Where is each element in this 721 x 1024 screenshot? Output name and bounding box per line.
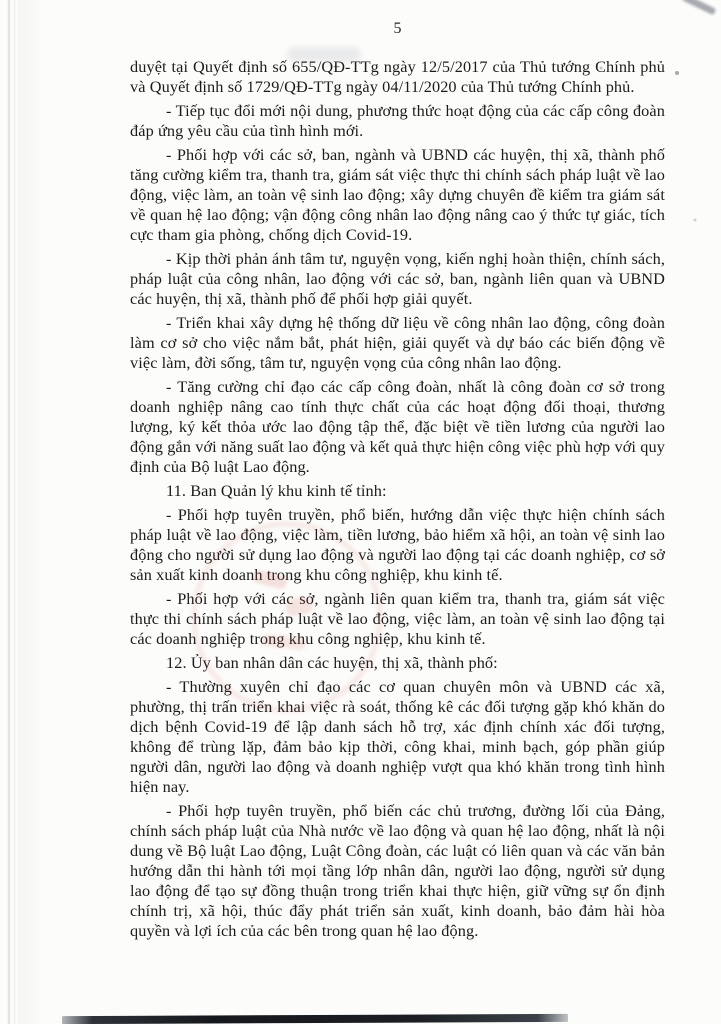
list-item-paragraph: - Phối hợp với các sở, ban, ngành và UBND các huyện, thị xã, thành phố tăng cường kiểm tra, thanh tra, giám sát việc thực thi chính sách pháp luật về lao động, việc làm, an toàn vệ sinh lao động; xây dựng chuyên đề kiểm tra giám sát về quan hệ lao động; vận động công nhân lao động nâng cao ý thức tự giác, tích cực tham gia phòng, chống dịch Covid-19.: [130, 145, 665, 244]
page-number: 5: [393, 20, 402, 37]
left-edge-scan-streak: [8, 0, 10, 1024]
list-item-paragraph: - Triển khai xây dựng hệ thống dữ liệu về công nhân lao động, công đoàn làm cơ sở cho việc nắm bắt, phát hiện, giải quyết và dự báo các biến động về việc làm, đời sống, tâm tư, nguyện vọng của công nhân lao động.: [130, 313, 665, 372]
list-item-paragraph: - Phối hợp với các sở, ngành liên quan kiểm tra, thanh tra, giám sát việc thực thi chính sách pháp luật về lao động, việc làm, an toàn vệ sinh lao động tại các doanh nghiệp trong khu công nghiệp, khu kinh tế.: [130, 589, 665, 648]
document-body: [130, 57, 665, 945]
left-edge-scan-streak: [14, 0, 15, 1024]
list-item-paragraph: - Tiếp tục đổi mới nội dung, phương thức hoạt động của các cấp công đoàn đáp ứng yêu cầu của tình hình mới.: [130, 101, 665, 140]
list-item-paragraph: - Tăng cường chỉ đạo các cấp công đoàn, nhất là công đoàn cơ sở trong doanh nghiệp nâng cao tính thực chất của các hoạt động đối thoại, thương lượng, ký kết thỏa ước lao động tập thể, đặc biệt về tiền lương của người lao động gắn với năng suất lao động và kết quả thực hiện công việc phù hợp với quy định của Bộ luật Lao động.: [130, 377, 665, 476]
list-item-paragraph: - Phối hợp tuyên truyền, phổ biến, hướng dẫn việc thực hiện chính sách pháp luật về lao động, việc làm, tiền lương, bảo hiểm xã hội, an toàn vệ sinh lao động cho người sử dụng lao động và người lao động tại các doanh nghiệp, cơ sở sản xuất kinh doanh trong khu công nghiệp, khu kinh tế.: [130, 505, 665, 584]
bottom-scan-bar-artifact: [62, 1014, 568, 1024]
section-heading-11: 11. Ban Quản lý khu kinh tế tỉnh:: [166, 481, 387, 500]
dust-specks: [0, 0, 2, 2]
list-item-paragraph: - Kịp thời phản ánh tâm tư, nguyện vọng, kiến nghị hoàn thiện, chính sách, pháp luật của công nhân, lao động với các sở, ban, ngành liên quan và UBND các huyện, thị xã, thành phố để phối hợp giải quyết.: [130, 249, 665, 308]
red-stamp-bleed-ring: [192, 522, 382, 712]
section-heading-12: 12. Ủy ban nhân dân các huyện, thị xã, thành phố:: [166, 653, 498, 672]
ink-bleed-blob: [288, 47, 360, 62]
list-item-paragraph: - Thường xuyên chỉ đạo các cơ quan chuyên môn và UBND các xã, phường, thị trấn triển khai việc rà soát, thống kê các đối tượng gặp khó khăn do dịch bệnh Covid-19 để lập danh sách hỗ trợ, xác định chính xác đối tượng, không để trùng lặp, đảm bảo kịp thời, công khai, minh bạch, góp phần giúp người dân, người lao động và doanh nghiệp vượt qua khó khăn trong tình hình hiện nay.: [130, 677, 665, 796]
list-item-paragraph: - Phối hợp tuyên truyền, phổ biến các chủ trương, đường lối của Đảng, chính sách pháp luật của Nhà nước về lao động và quan hệ lao động, nhất là nội dung về Bộ luật Lao động, Luật Công đoàn, các luật có liên quan và các văn bản hướng dẫn thi hành tới mọi tầng lớp nhân dân, người lao động, người sử dụng lao động để tạo sự đồng thuận trong triển khai thực hiện, giữ vững sự ổn định chính trị, xã hội, thúc đẩy phát triển sản xuất, kinh doanh, bảo đảm hài hòa quyền và lợi ích của các bên trong quan hệ lao động.: [130, 801, 665, 940]
left-edge-scan-shadow: [18, 0, 44, 1024]
paragraph-continuation: duyệt tại Quyết định số 655/QĐ-TTg ngày 12/5/2017 của Thủ tướng Chính phủ và Quyết định số 1729/QĐ-TTg ngày 04/11/2020 của Thủ tướng Chính phủ.: [130, 57, 665, 96]
top-right-corner-smudge: [681, 0, 716, 16]
